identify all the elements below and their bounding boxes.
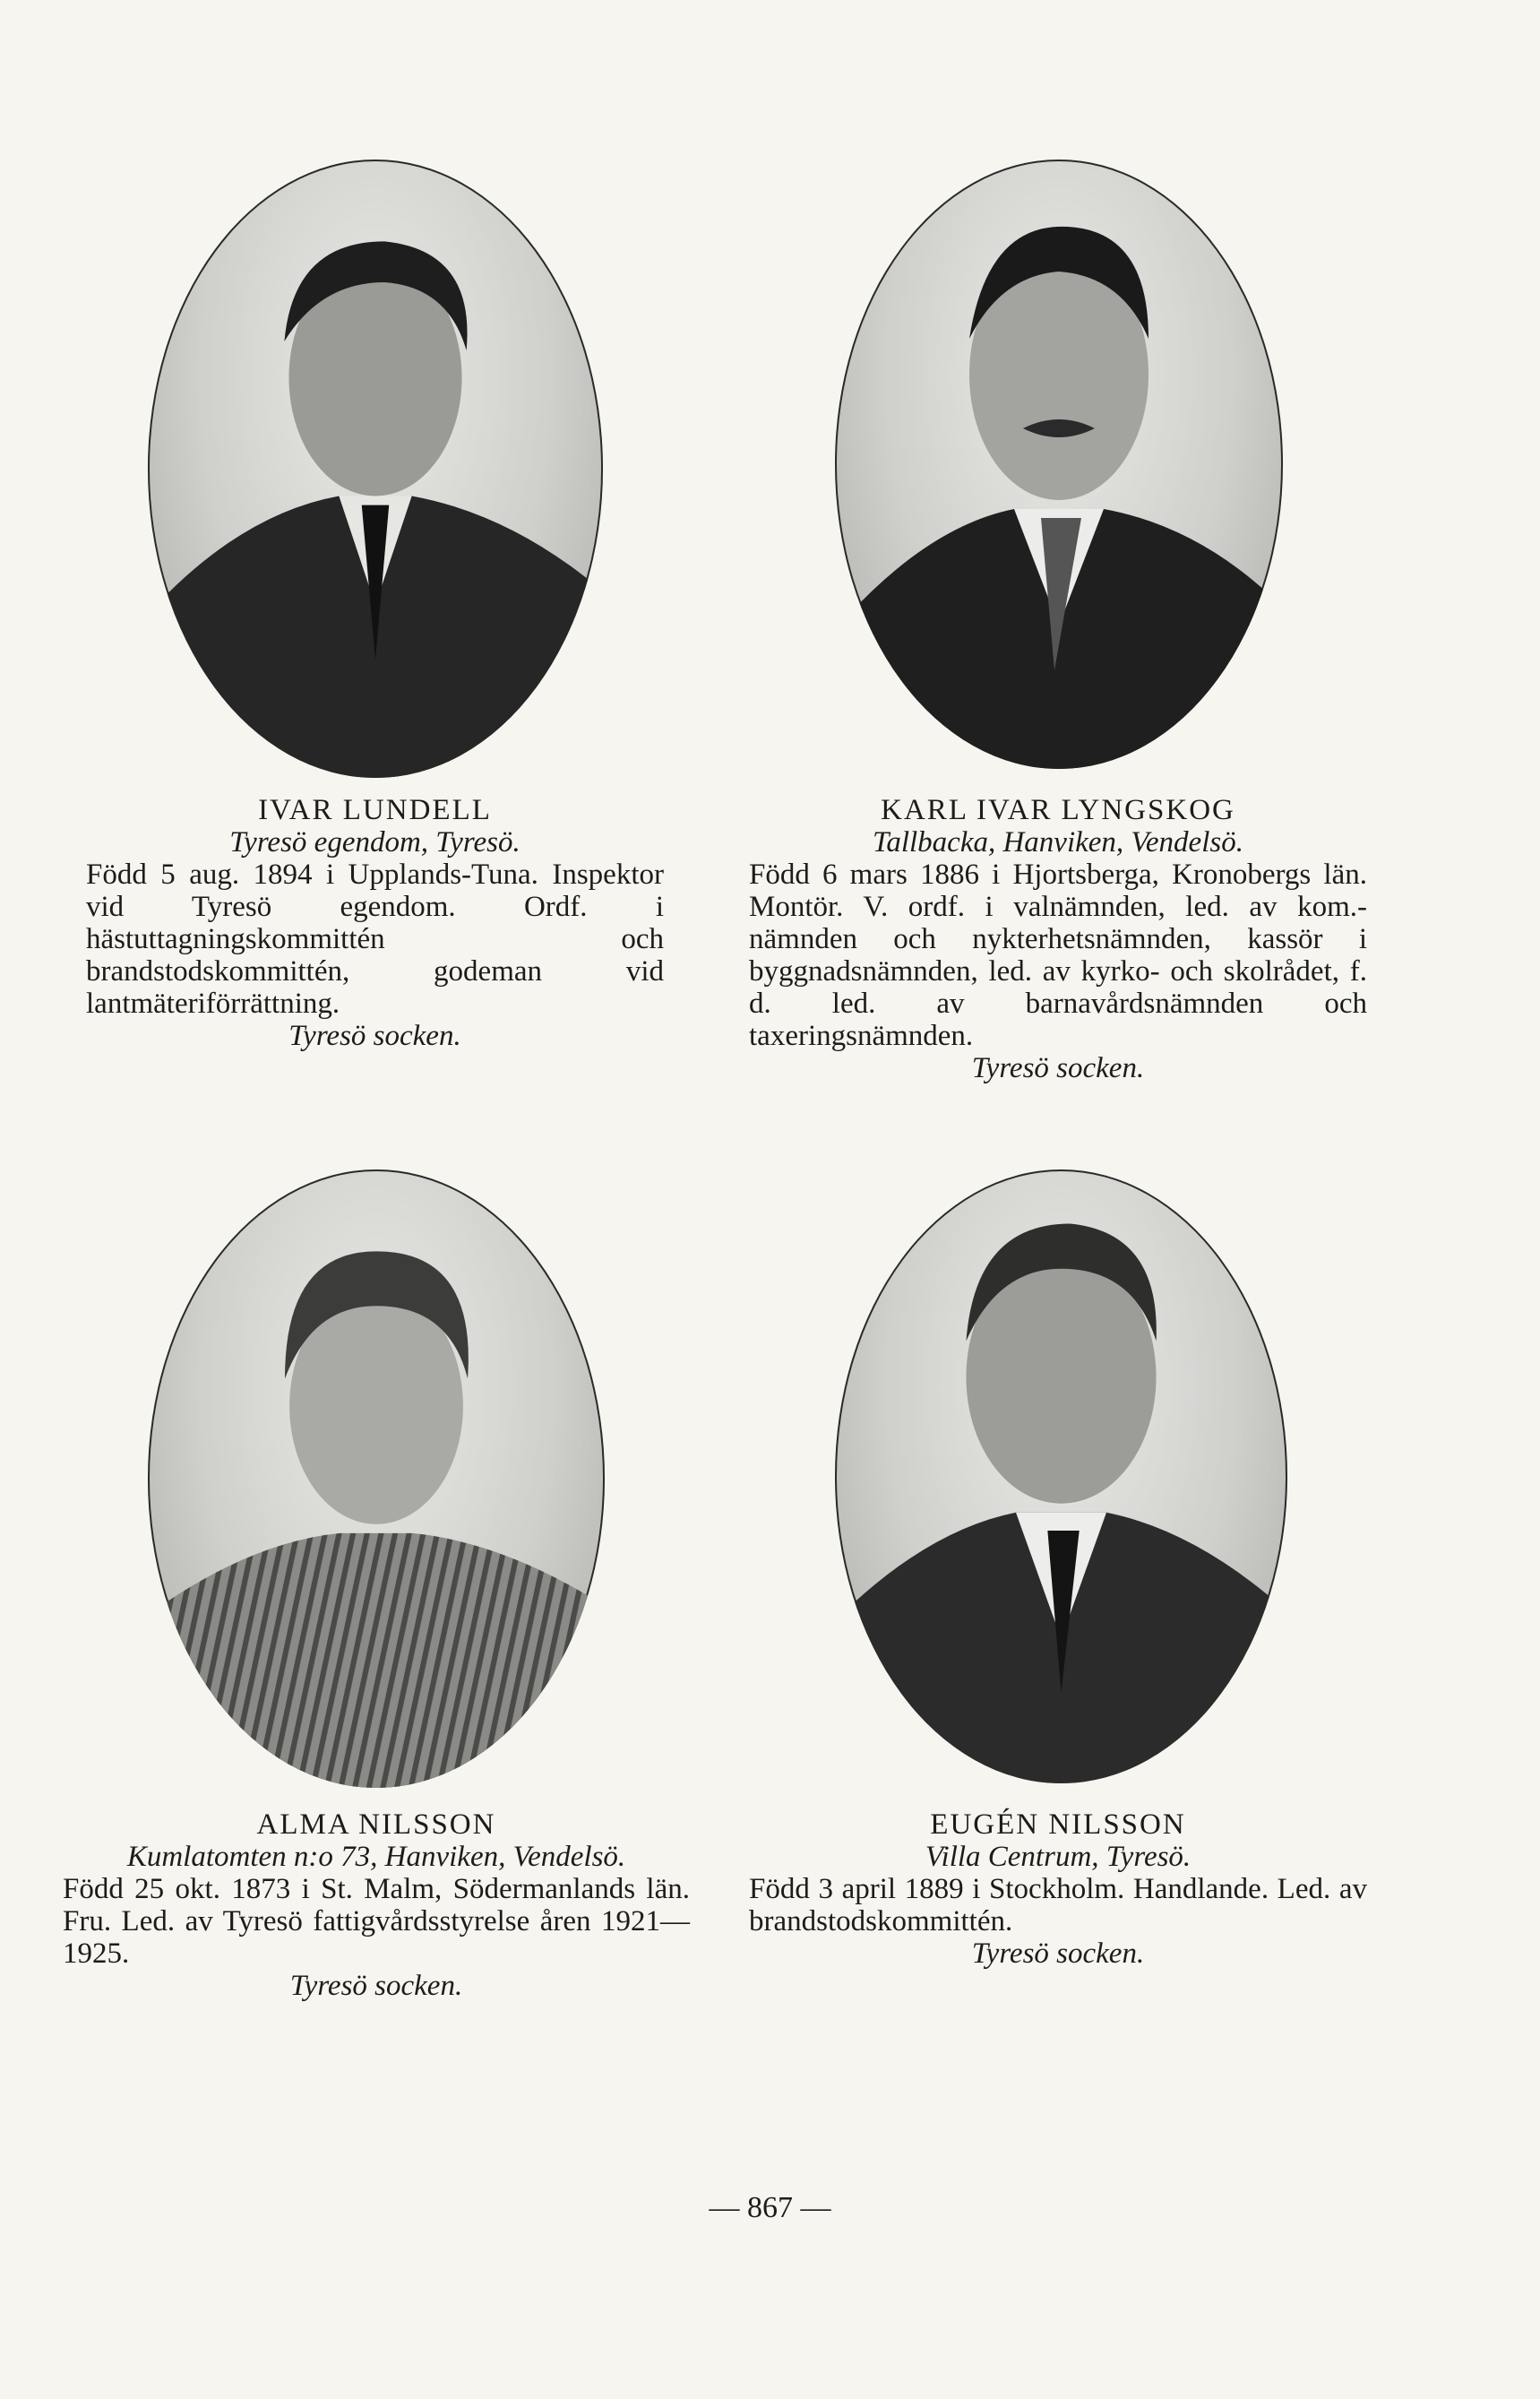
entry-caption [749, 1808, 1367, 1970]
entry-caption [63, 1808, 690, 2002]
person-address: Tyresö egendom, Tyresö. [229, 826, 521, 859]
parish-label: Tyresö socken. [288, 1020, 461, 1052]
portrait-photo [835, 160, 1283, 769]
person-name: IVAR LUNDELL [258, 794, 492, 826]
person-address: Villa Centrum, Tyresö. [925, 1841, 1192, 1873]
person-bio: Född 5 aug. 1894 i Upplands-Tuna. Inspektor vid Tyresö egendom. Ordf. i hästuttagningskommittén och brandstodskommittén, godeman vid lantmäteriförrättning. [86, 859, 664, 1020]
parish-label: Tyresö socken. [289, 1970, 463, 2002]
person-bio: Född 25 okt. 1873 i St. Malm, Södermanlands län. Fru. Led. av Tyresö fattigvårdsstyrelse åren 1921—1925. [63, 1873, 690, 1970]
entry-caption [86, 794, 664, 1052]
person-name: KARL IVAR LYNGSKOG [881, 794, 1235, 826]
person-name: EUGÉN NILSSON [930, 1808, 1186, 1841]
portrait-photo [835, 1169, 1287, 1783]
person-bio: Född 3 april 1889 i Stockholm. Handlande. Led. av brandstodskommittén. [749, 1873, 1367, 1937]
person-name: ALMA NILSSON [256, 1808, 496, 1841]
portrait-photo [148, 1169, 605, 1788]
parish-label: Tyresö socken. [971, 1052, 1145, 1084]
entry-caption [749, 794, 1367, 1084]
portrait-photo [148, 160, 603, 778]
page-number: — 867 — [709, 2191, 831, 2224]
person-address: Tallbacka, Hanviken, Vendelsö. [873, 826, 1243, 859]
parish-label: Tyresö socken. [971, 1937, 1145, 1970]
person-address: Kumlatomten n:o 73, Hanviken, Vendelsö. [126, 1841, 626, 1873]
person-bio: Född 6 mars 1886 i Hjortsberga, Kronobergs län. Montör. V. ordf. i valnämnden, led. av kom.-nämnden och nykterhetsnämnden, kassör i byggnadsnämnden, led. av kyrko- och skolrådet, f. d. led. av barnavårdsnämnden och taxeringsnämnden. [749, 859, 1367, 1052]
